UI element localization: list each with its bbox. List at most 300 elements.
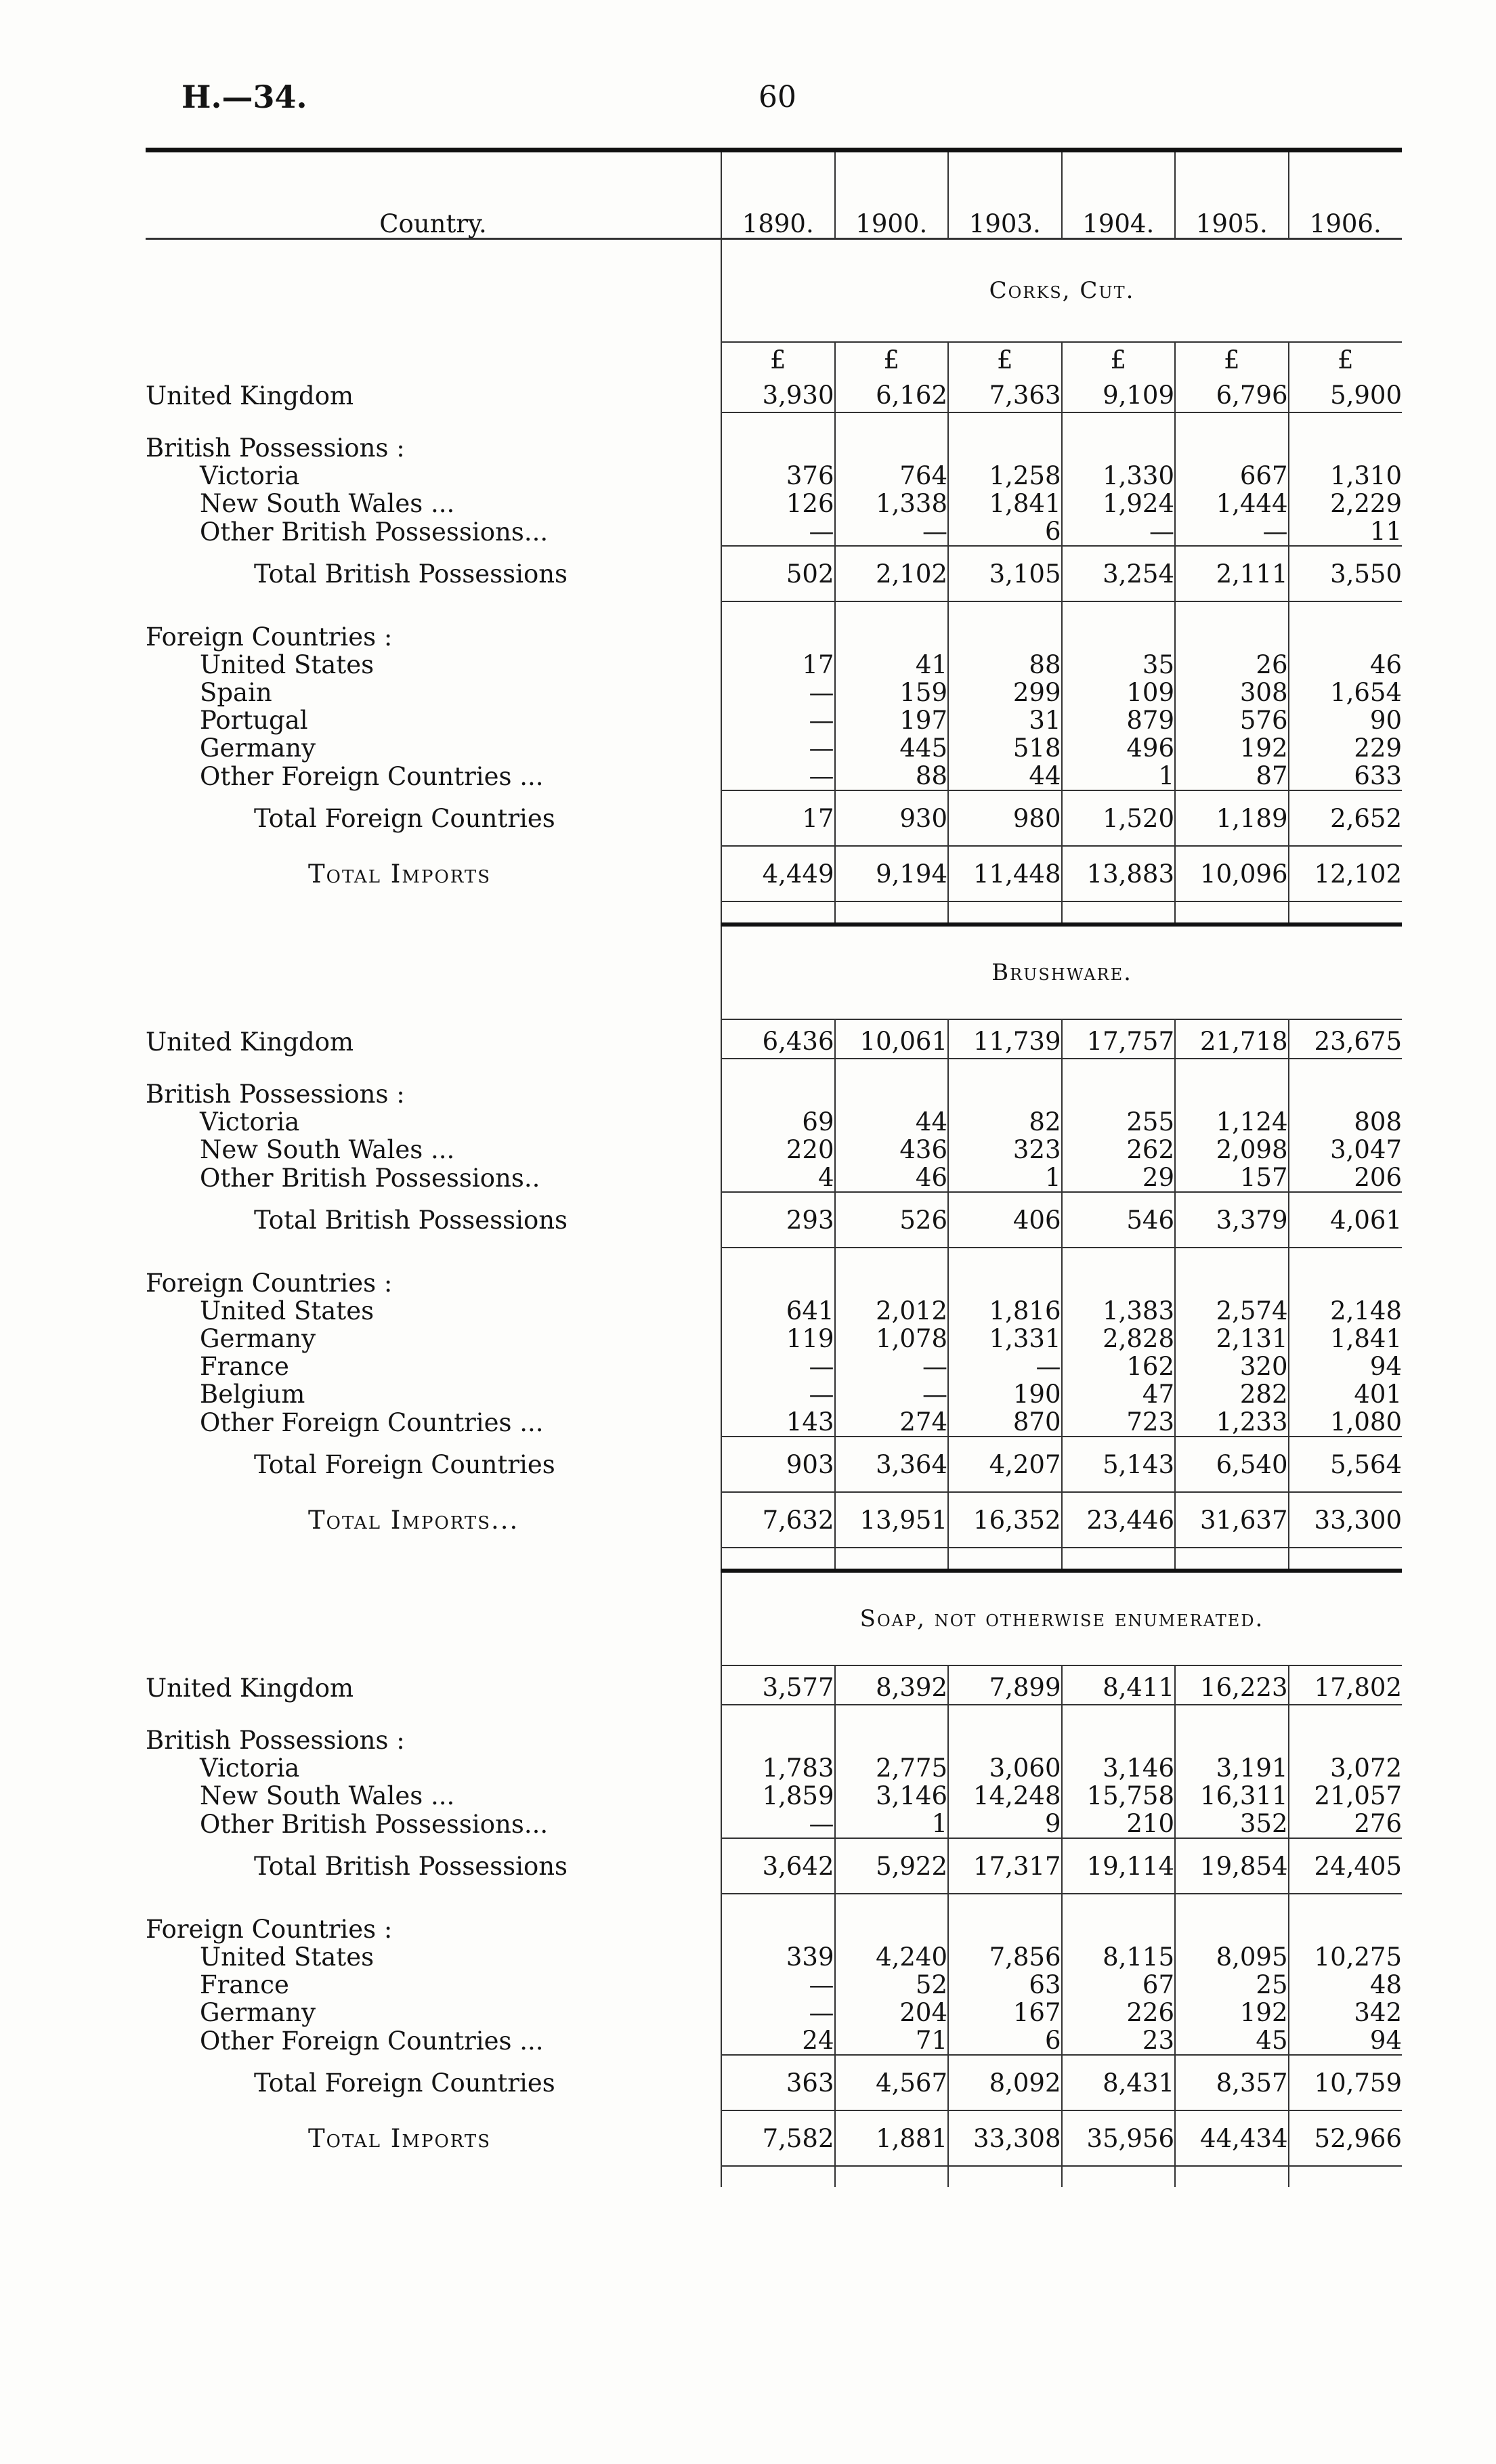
value-cell-1903: 7,363 bbox=[948, 374, 1062, 412]
country-label: Germany bbox=[200, 1998, 316, 2027]
country-label-cell bbox=[146, 517, 721, 546]
value-cell-1904: 210 bbox=[1062, 1810, 1176, 1838]
value-cell-1904: 17,757 bbox=[1062, 1019, 1176, 1059]
value-cell-1905: 6,796 bbox=[1175, 374, 1289, 412]
country-label: Victoria bbox=[200, 1754, 300, 1783]
foreign-country-row bbox=[146, 1943, 1402, 1971]
total-imports-row bbox=[146, 1492, 1402, 1548]
total-british-possessions-row bbox=[146, 1192, 1402, 1248]
value-cell-1903: 33,308 bbox=[948, 2110, 1062, 2166]
value-cell-1903: 1,258 bbox=[948, 462, 1062, 490]
united-kingdom-label: United Kingdom bbox=[146, 381, 354, 410]
value-cell-1904: 1,383 bbox=[1062, 1297, 1176, 1325]
value-cell-1906: 229 bbox=[1289, 734, 1403, 762]
value-cell-1890: 903 bbox=[721, 1437, 835, 1492]
value-cell-1904: 1,520 bbox=[1062, 790, 1176, 846]
united-kingdom-label: United Kingdom bbox=[146, 1027, 354, 1057]
country-label: France bbox=[200, 1352, 289, 1381]
value-cell-1890: 6,436 bbox=[721, 1019, 835, 1059]
foreign-countries-heading-cell bbox=[146, 1267, 721, 1297]
value-cell-1903: 1 bbox=[948, 1164, 1062, 1192]
value-cell-1890: 1,859 bbox=[721, 1782, 835, 1810]
value-cell-1890: 1,783 bbox=[721, 1754, 835, 1782]
country-label: Germany bbox=[200, 1324, 316, 1353]
country-label-cell bbox=[146, 1353, 721, 1380]
country-label-cell bbox=[146, 706, 721, 734]
value-cell-1900: — bbox=[835, 1353, 949, 1380]
value-cell-1904: 15,758 bbox=[1062, 1782, 1176, 1810]
value-cell-1900: 2,102 bbox=[835, 546, 949, 601]
value-cell-1905: 157 bbox=[1175, 1164, 1289, 1192]
value-cell-1905: — bbox=[1175, 517, 1289, 546]
column-header-1904: 1904. bbox=[1062, 150, 1176, 239]
section-title-row bbox=[146, 925, 1402, 1019]
value-cell-1890: 339 bbox=[721, 1943, 835, 1971]
british-possessions-heading: British Possessions : bbox=[146, 1080, 405, 1109]
value-cell-1906: 10,275 bbox=[1289, 1943, 1403, 1971]
value-cell-1900: 52 bbox=[835, 1971, 949, 1999]
country-label-cell bbox=[146, 1380, 721, 1408]
foreign-countries-heading-row bbox=[146, 621, 1402, 651]
value-cell-1905: 3,191 bbox=[1175, 1754, 1289, 1782]
value-cell-1906: 52,966 bbox=[1289, 2110, 1403, 2166]
section-title-spacer bbox=[146, 239, 721, 343]
value-cell-1900: 4,567 bbox=[835, 2055, 949, 2110]
country-label: Other British Possessions... bbox=[200, 517, 549, 547]
value-cell-1904: 8,431 bbox=[1062, 2055, 1176, 2110]
country-label-cell bbox=[146, 679, 721, 706]
country-label-cell bbox=[146, 462, 721, 490]
total-imports-label-cell bbox=[146, 1492, 721, 1548]
value-cell-1900: 1 bbox=[835, 1810, 949, 1838]
foreign-countries-heading-cell bbox=[146, 1913, 721, 1943]
country-label-cell bbox=[146, 762, 721, 790]
value-cell-1890: — bbox=[721, 706, 835, 734]
country-label-cell bbox=[146, 734, 721, 762]
value-cell-1903: 518 bbox=[948, 734, 1062, 762]
value-cell-1906: 11 bbox=[1289, 517, 1403, 546]
country-label: Spain bbox=[200, 678, 272, 707]
country-label: United States bbox=[200, 1296, 375, 1325]
value-cell-1906: 21,057 bbox=[1289, 1782, 1403, 1810]
value-cell-1906: 4,061 bbox=[1289, 1192, 1403, 1248]
total-british-possessions-label: Total British Possessions bbox=[254, 1205, 568, 1235]
united-kingdom-row bbox=[146, 1665, 1402, 1705]
currency-symbol: £ bbox=[1175, 342, 1289, 374]
value-cell-1904: 8,411 bbox=[1062, 1665, 1176, 1705]
value-cell-1890: — bbox=[721, 1380, 835, 1408]
value-cell-1906: 401 bbox=[1289, 1380, 1403, 1408]
value-cell-1905: 352 bbox=[1175, 1810, 1289, 1838]
british-possessions-heading: British Possessions : bbox=[146, 1726, 405, 1755]
value-cell-1890: 4 bbox=[721, 1164, 835, 1192]
foreign-country-row bbox=[146, 1353, 1402, 1380]
value-cell-1904: 35 bbox=[1062, 651, 1176, 679]
value-cell-1905: 21,718 bbox=[1175, 1019, 1289, 1059]
currency-symbol: £ bbox=[1289, 342, 1403, 374]
british-possession-row bbox=[146, 490, 1402, 517]
value-cell-1903: 11,739 bbox=[948, 1019, 1062, 1059]
value-cell-1900: 159 bbox=[835, 679, 949, 706]
foreign-country-row bbox=[146, 1380, 1402, 1408]
value-cell-1904: 879 bbox=[1062, 706, 1176, 734]
total-foreign-countries-label-cell bbox=[146, 2055, 721, 2110]
british-possession-row bbox=[146, 1810, 1402, 1838]
united-kingdom-row bbox=[146, 1019, 1402, 1059]
value-cell-1904: 29 bbox=[1062, 1164, 1176, 1192]
value-cell-1905: 1,444 bbox=[1175, 490, 1289, 517]
value-cell-1906: 2,652 bbox=[1289, 790, 1403, 846]
value-cell-1904: 1 bbox=[1062, 762, 1176, 790]
section-spacer bbox=[146, 901, 1402, 925]
total-imports-label-cell bbox=[146, 846, 721, 901]
value-cell-1900: 1,338 bbox=[835, 490, 949, 517]
value-cell-1904: 546 bbox=[1062, 1192, 1176, 1248]
value-cell-1905: 1,233 bbox=[1175, 1408, 1289, 1437]
column-header-country: Country. bbox=[146, 150, 721, 239]
value-cell-1903: 190 bbox=[948, 1380, 1062, 1408]
foreign-country-row bbox=[146, 1999, 1402, 2026]
foreign-countries-heading: Foreign Countries : bbox=[146, 1915, 393, 1944]
value-cell-1890: 502 bbox=[721, 546, 835, 601]
currency-row bbox=[146, 342, 1402, 374]
value-cell-1905: 2,131 bbox=[1175, 1325, 1289, 1353]
value-cell-1903: 3,060 bbox=[948, 1754, 1062, 1782]
united-kingdom-label-cell bbox=[146, 1665, 721, 1705]
currency-symbol: £ bbox=[835, 342, 949, 374]
country-label: France bbox=[200, 1970, 289, 1999]
value-cell-1904: 23,446 bbox=[1062, 1492, 1176, 1548]
total-british-possessions-label-cell bbox=[146, 1192, 721, 1248]
value-cell-1904: 162 bbox=[1062, 1353, 1176, 1380]
value-cell-1906: 10,759 bbox=[1289, 2055, 1403, 2110]
value-cell-1890: — bbox=[721, 1810, 835, 1838]
value-cell-1906: 3,550 bbox=[1289, 546, 1403, 601]
value-cell-1906: 46 bbox=[1289, 651, 1403, 679]
value-cell-1900: 1,078 bbox=[835, 1325, 949, 1353]
value-cell-1890: 376 bbox=[721, 462, 835, 490]
country-label: Other British Possessions... bbox=[200, 1810, 549, 1839]
total-foreign-countries-label: Total Foreign Countries bbox=[254, 1449, 555, 1479]
country-label-cell bbox=[146, 1297, 721, 1325]
country-label-cell bbox=[146, 1754, 721, 1782]
foreign-country-row bbox=[146, 706, 1402, 734]
value-cell-1905: 31,637 bbox=[1175, 1492, 1289, 1548]
value-cell-1904: 3,254 bbox=[1062, 546, 1176, 601]
value-cell-1906: 2,148 bbox=[1289, 1297, 1403, 1325]
country-label: Portugal bbox=[200, 706, 308, 735]
value-cell-1905: 282 bbox=[1175, 1380, 1289, 1408]
value-cell-1904: — bbox=[1062, 517, 1176, 546]
country-label: New South Wales ... bbox=[200, 1781, 455, 1810]
value-cell-1903: 6 bbox=[948, 2026, 1062, 2055]
value-cell-1905: 6,540 bbox=[1175, 1437, 1289, 1492]
foreign-country-row bbox=[146, 1325, 1402, 1353]
value-cell-1903: 4,207 bbox=[948, 1437, 1062, 1492]
value-cell-1904: 9,109 bbox=[1062, 374, 1176, 412]
value-cell-1906: 17,802 bbox=[1289, 1665, 1403, 1705]
value-cell-1890: 126 bbox=[721, 490, 835, 517]
value-cell-1890: 119 bbox=[721, 1325, 835, 1353]
foreign-countries-heading: Foreign Countries : bbox=[146, 622, 393, 652]
value-cell-1903: 1,816 bbox=[948, 1297, 1062, 1325]
currency-row-spacer bbox=[146, 342, 721, 374]
total-british-possessions-label: Total British Possessions bbox=[254, 1851, 568, 1881]
value-cell-1890: — bbox=[721, 1353, 835, 1380]
country-label: Other British Possessions.. bbox=[200, 1164, 540, 1193]
value-cell-1890: 641 bbox=[721, 1297, 835, 1325]
british-possession-row bbox=[146, 517, 1402, 546]
total-british-possessions-label-cell bbox=[146, 546, 721, 601]
value-cell-1906: 3,072 bbox=[1289, 1754, 1403, 1782]
value-cell-1900: — bbox=[835, 517, 949, 546]
value-cell-1900: 526 bbox=[835, 1192, 949, 1248]
page-number: 60 bbox=[758, 80, 796, 114]
british-possessions-heading-row bbox=[146, 432, 1402, 462]
united-kingdom-label: United Kingdom bbox=[146, 1674, 354, 1703]
value-cell-1900: 4,240 bbox=[835, 1943, 949, 1971]
total-imports-label: Total Imports... bbox=[308, 1505, 519, 1535]
country-label-cell bbox=[146, 651, 721, 679]
country-label-cell bbox=[146, 1325, 721, 1353]
total-british-possessions-row bbox=[146, 1838, 1402, 1894]
foreign-countries-heading-row bbox=[146, 1267, 1402, 1297]
british-possessions-heading-cell bbox=[146, 432, 721, 462]
value-cell-1906: 276 bbox=[1289, 1810, 1403, 1838]
total-british-possessions-label-cell bbox=[146, 1838, 721, 1894]
value-cell-1890: 17 bbox=[721, 651, 835, 679]
value-cell-1890: — bbox=[721, 734, 835, 762]
value-cell-1906: 1,841 bbox=[1289, 1325, 1403, 1353]
united-kingdom-label-cell bbox=[146, 374, 721, 412]
value-cell-1905: 1,189 bbox=[1175, 790, 1289, 846]
value-cell-1903: 6 bbox=[948, 517, 1062, 546]
value-cell-1903: 299 bbox=[948, 679, 1062, 706]
value-cell-1900: 44 bbox=[835, 1108, 949, 1136]
value-cell-1903: 7,856 bbox=[948, 1943, 1062, 1971]
country-label-cell bbox=[146, 1164, 721, 1192]
total-foreign-countries-label-cell bbox=[146, 1437, 721, 1492]
total-imports-label-cell bbox=[146, 2110, 721, 2166]
total-foreign-countries-row bbox=[146, 2055, 1402, 2110]
value-cell-1905: 308 bbox=[1175, 679, 1289, 706]
value-cell-1906: 342 bbox=[1289, 1999, 1403, 2026]
value-cell-1906: 5,564 bbox=[1289, 1437, 1403, 1492]
value-cell-1900: 3,364 bbox=[835, 1437, 949, 1492]
value-cell-1890: 3,930 bbox=[721, 374, 835, 412]
value-cell-1905: 19,854 bbox=[1175, 1838, 1289, 1894]
value-cell-1903: 980 bbox=[948, 790, 1062, 846]
value-cell-1906: 94 bbox=[1289, 1353, 1403, 1380]
value-cell-1903: 3,105 bbox=[948, 546, 1062, 601]
value-cell-1906: 12,102 bbox=[1289, 846, 1403, 901]
value-cell-1900: 6,162 bbox=[835, 374, 949, 412]
value-cell-1905: 576 bbox=[1175, 706, 1289, 734]
value-cell-1906: 48 bbox=[1289, 1971, 1403, 1999]
value-cell-1906: 1,080 bbox=[1289, 1408, 1403, 1437]
united-kingdom-row bbox=[146, 374, 1402, 412]
value-cell-1900: 8,392 bbox=[835, 1665, 949, 1705]
value-cell-1903: 44 bbox=[948, 762, 1062, 790]
country-label: United States bbox=[200, 650, 375, 679]
value-cell-1890: — bbox=[721, 679, 835, 706]
country-label: Germany bbox=[200, 734, 316, 763]
foreign-country-row bbox=[146, 651, 1402, 679]
value-cell-1900: 3,146 bbox=[835, 1782, 949, 1810]
value-cell-1906: 3,047 bbox=[1289, 1136, 1403, 1164]
country-label: Other Foreign Countries ... bbox=[200, 762, 544, 791]
value-cell-1903: 88 bbox=[948, 651, 1062, 679]
country-label: Other Foreign Countries ... bbox=[200, 2026, 544, 2056]
value-cell-1904: 723 bbox=[1062, 1408, 1176, 1437]
british-possession-row bbox=[146, 1754, 1402, 1782]
value-cell-1890: — bbox=[721, 517, 835, 546]
column-header-1903: 1903. bbox=[948, 150, 1062, 239]
section-title-spacer bbox=[146, 1571, 721, 1665]
section-spacer bbox=[146, 2166, 1402, 2187]
value-cell-1905: 26 bbox=[1175, 651, 1289, 679]
currency-symbol: £ bbox=[721, 342, 835, 374]
value-cell-1905: 192 bbox=[1175, 734, 1289, 762]
country-label-cell bbox=[146, 1782, 721, 1810]
value-cell-1905: 25 bbox=[1175, 1971, 1289, 1999]
value-cell-1904: 35,956 bbox=[1062, 2110, 1176, 2166]
foreign-countries-heading-row bbox=[146, 1913, 1402, 1943]
section-title-row bbox=[146, 1571, 1402, 1665]
value-cell-1900: 2,012 bbox=[835, 1297, 949, 1325]
value-cell-1890: 3,577 bbox=[721, 1665, 835, 1705]
value-cell-1906: 2,229 bbox=[1289, 490, 1403, 517]
country-label-cell bbox=[146, 1943, 721, 1971]
value-cell-1905: 87 bbox=[1175, 762, 1289, 790]
value-cell-1890: 293 bbox=[721, 1192, 835, 1248]
value-cell-1890: 17 bbox=[721, 790, 835, 846]
foreign-countries-heading-cell bbox=[146, 621, 721, 651]
value-cell-1890: — bbox=[721, 1971, 835, 1999]
value-cell-1905: 192 bbox=[1175, 1999, 1289, 2026]
value-cell-1890: 220 bbox=[721, 1136, 835, 1164]
value-cell-1903: 406 bbox=[948, 1192, 1062, 1248]
value-cell-1904: 13,883 bbox=[1062, 846, 1176, 901]
row-gap bbox=[146, 1705, 1402, 1724]
value-cell-1906: 33,300 bbox=[1289, 1492, 1403, 1548]
total-imports-label: Total Imports bbox=[308, 2123, 492, 2153]
value-cell-1890: 4,449 bbox=[721, 846, 835, 901]
value-cell-1906: 94 bbox=[1289, 2026, 1403, 2055]
value-cell-1890: 363 bbox=[721, 2055, 835, 2110]
value-cell-1904: 47 bbox=[1062, 1380, 1176, 1408]
currency-symbol: £ bbox=[948, 342, 1062, 374]
country-label-cell bbox=[146, 1810, 721, 1838]
value-cell-1905: 320 bbox=[1175, 1353, 1289, 1380]
value-cell-1900: 1,881 bbox=[835, 2110, 949, 2166]
column-header-1900: 1900. bbox=[835, 150, 949, 239]
value-cell-1903: 1,841 bbox=[948, 490, 1062, 517]
british-possessions-heading-cell bbox=[146, 1078, 721, 1108]
value-cell-1900: 930 bbox=[835, 790, 949, 846]
imports-table bbox=[146, 148, 1402, 2187]
value-cell-1905: 2,098 bbox=[1175, 1136, 1289, 1164]
value-cell-1904: 496 bbox=[1062, 734, 1176, 762]
value-cell-1904: 1,330 bbox=[1062, 462, 1176, 490]
total-foreign-countries-row bbox=[146, 1437, 1402, 1492]
british-possession-row bbox=[146, 1782, 1402, 1810]
value-cell-1900: 436 bbox=[835, 1136, 949, 1164]
value-cell-1900: 2,775 bbox=[835, 1754, 949, 1782]
british-possessions-heading-cell bbox=[146, 1724, 721, 1754]
country-label-cell bbox=[146, 1408, 721, 1437]
country-label: Victoria bbox=[200, 461, 300, 490]
value-cell-1903: 1,331 bbox=[948, 1325, 1062, 1353]
value-cell-1903: 14,248 bbox=[948, 1782, 1062, 1810]
section-title: Soap, not otherwise enumerated. bbox=[721, 1571, 1402, 1665]
section-title: Brushware. bbox=[721, 925, 1402, 1019]
british-possessions-heading-row bbox=[146, 1724, 1402, 1754]
country-label: United States bbox=[200, 1942, 375, 1972]
total-imports-row bbox=[146, 846, 1402, 901]
foreign-country-row bbox=[146, 762, 1402, 790]
column-header-1890: 1890. bbox=[721, 150, 835, 239]
section-title-spacer bbox=[146, 925, 721, 1019]
value-cell-1905: 8,357 bbox=[1175, 2055, 1289, 2110]
row-gap bbox=[146, 412, 1402, 432]
foreign-country-row bbox=[146, 1408, 1402, 1437]
value-cell-1900: 764 bbox=[835, 462, 949, 490]
value-cell-1905: 16,223 bbox=[1175, 1665, 1289, 1705]
value-cell-1906: 90 bbox=[1289, 706, 1403, 734]
total-foreign-countries-label-cell bbox=[146, 790, 721, 846]
row-gap bbox=[146, 601, 1402, 621]
value-cell-1904: 3,146 bbox=[1062, 1754, 1176, 1782]
foreign-country-row bbox=[146, 2026, 1402, 2055]
british-possession-row bbox=[146, 1108, 1402, 1136]
total-foreign-countries-row bbox=[146, 790, 1402, 846]
value-cell-1900: 13,951 bbox=[835, 1492, 949, 1548]
country-label-cell bbox=[146, 1136, 721, 1164]
value-cell-1903: 167 bbox=[948, 1999, 1062, 2026]
value-cell-1905: 1,124 bbox=[1175, 1108, 1289, 1136]
total-british-possessions-label: Total British Possessions bbox=[254, 559, 568, 589]
value-cell-1903: 31 bbox=[948, 706, 1062, 734]
total-british-possessions-row bbox=[146, 546, 1402, 601]
country-label-cell bbox=[146, 1971, 721, 1999]
value-cell-1900: 9,194 bbox=[835, 846, 949, 901]
value-cell-1906: 24,405 bbox=[1289, 1838, 1403, 1894]
british-possession-row bbox=[146, 1136, 1402, 1164]
value-cell-1903: 16,352 bbox=[948, 1492, 1062, 1548]
value-cell-1890: 7,582 bbox=[721, 2110, 835, 2166]
value-cell-1905: 10,096 bbox=[1175, 846, 1289, 901]
value-cell-1904: 262 bbox=[1062, 1136, 1176, 1164]
total-imports-row bbox=[146, 2110, 1402, 2166]
value-cell-1903: — bbox=[948, 1353, 1062, 1380]
british-possession-row bbox=[146, 1164, 1402, 1192]
value-cell-1904: 2,828 bbox=[1062, 1325, 1176, 1353]
section-title-row bbox=[146, 239, 1402, 343]
value-cell-1900: 445 bbox=[835, 734, 949, 762]
value-cell-1903: 17,317 bbox=[948, 1838, 1062, 1894]
value-cell-1900: — bbox=[835, 1380, 949, 1408]
value-cell-1890: 69 bbox=[721, 1108, 835, 1136]
value-cell-1904: 5,143 bbox=[1062, 1437, 1176, 1492]
currency-symbol: £ bbox=[1062, 342, 1176, 374]
country-label-cell bbox=[146, 2026, 721, 2055]
value-cell-1903: 9 bbox=[948, 1810, 1062, 1838]
total-foreign-countries-label: Total Foreign Countries bbox=[254, 2068, 555, 2098]
value-cell-1903: 7,899 bbox=[948, 1665, 1062, 1705]
value-cell-1904: 226 bbox=[1062, 1999, 1176, 2026]
value-cell-1903: 82 bbox=[948, 1108, 1062, 1136]
